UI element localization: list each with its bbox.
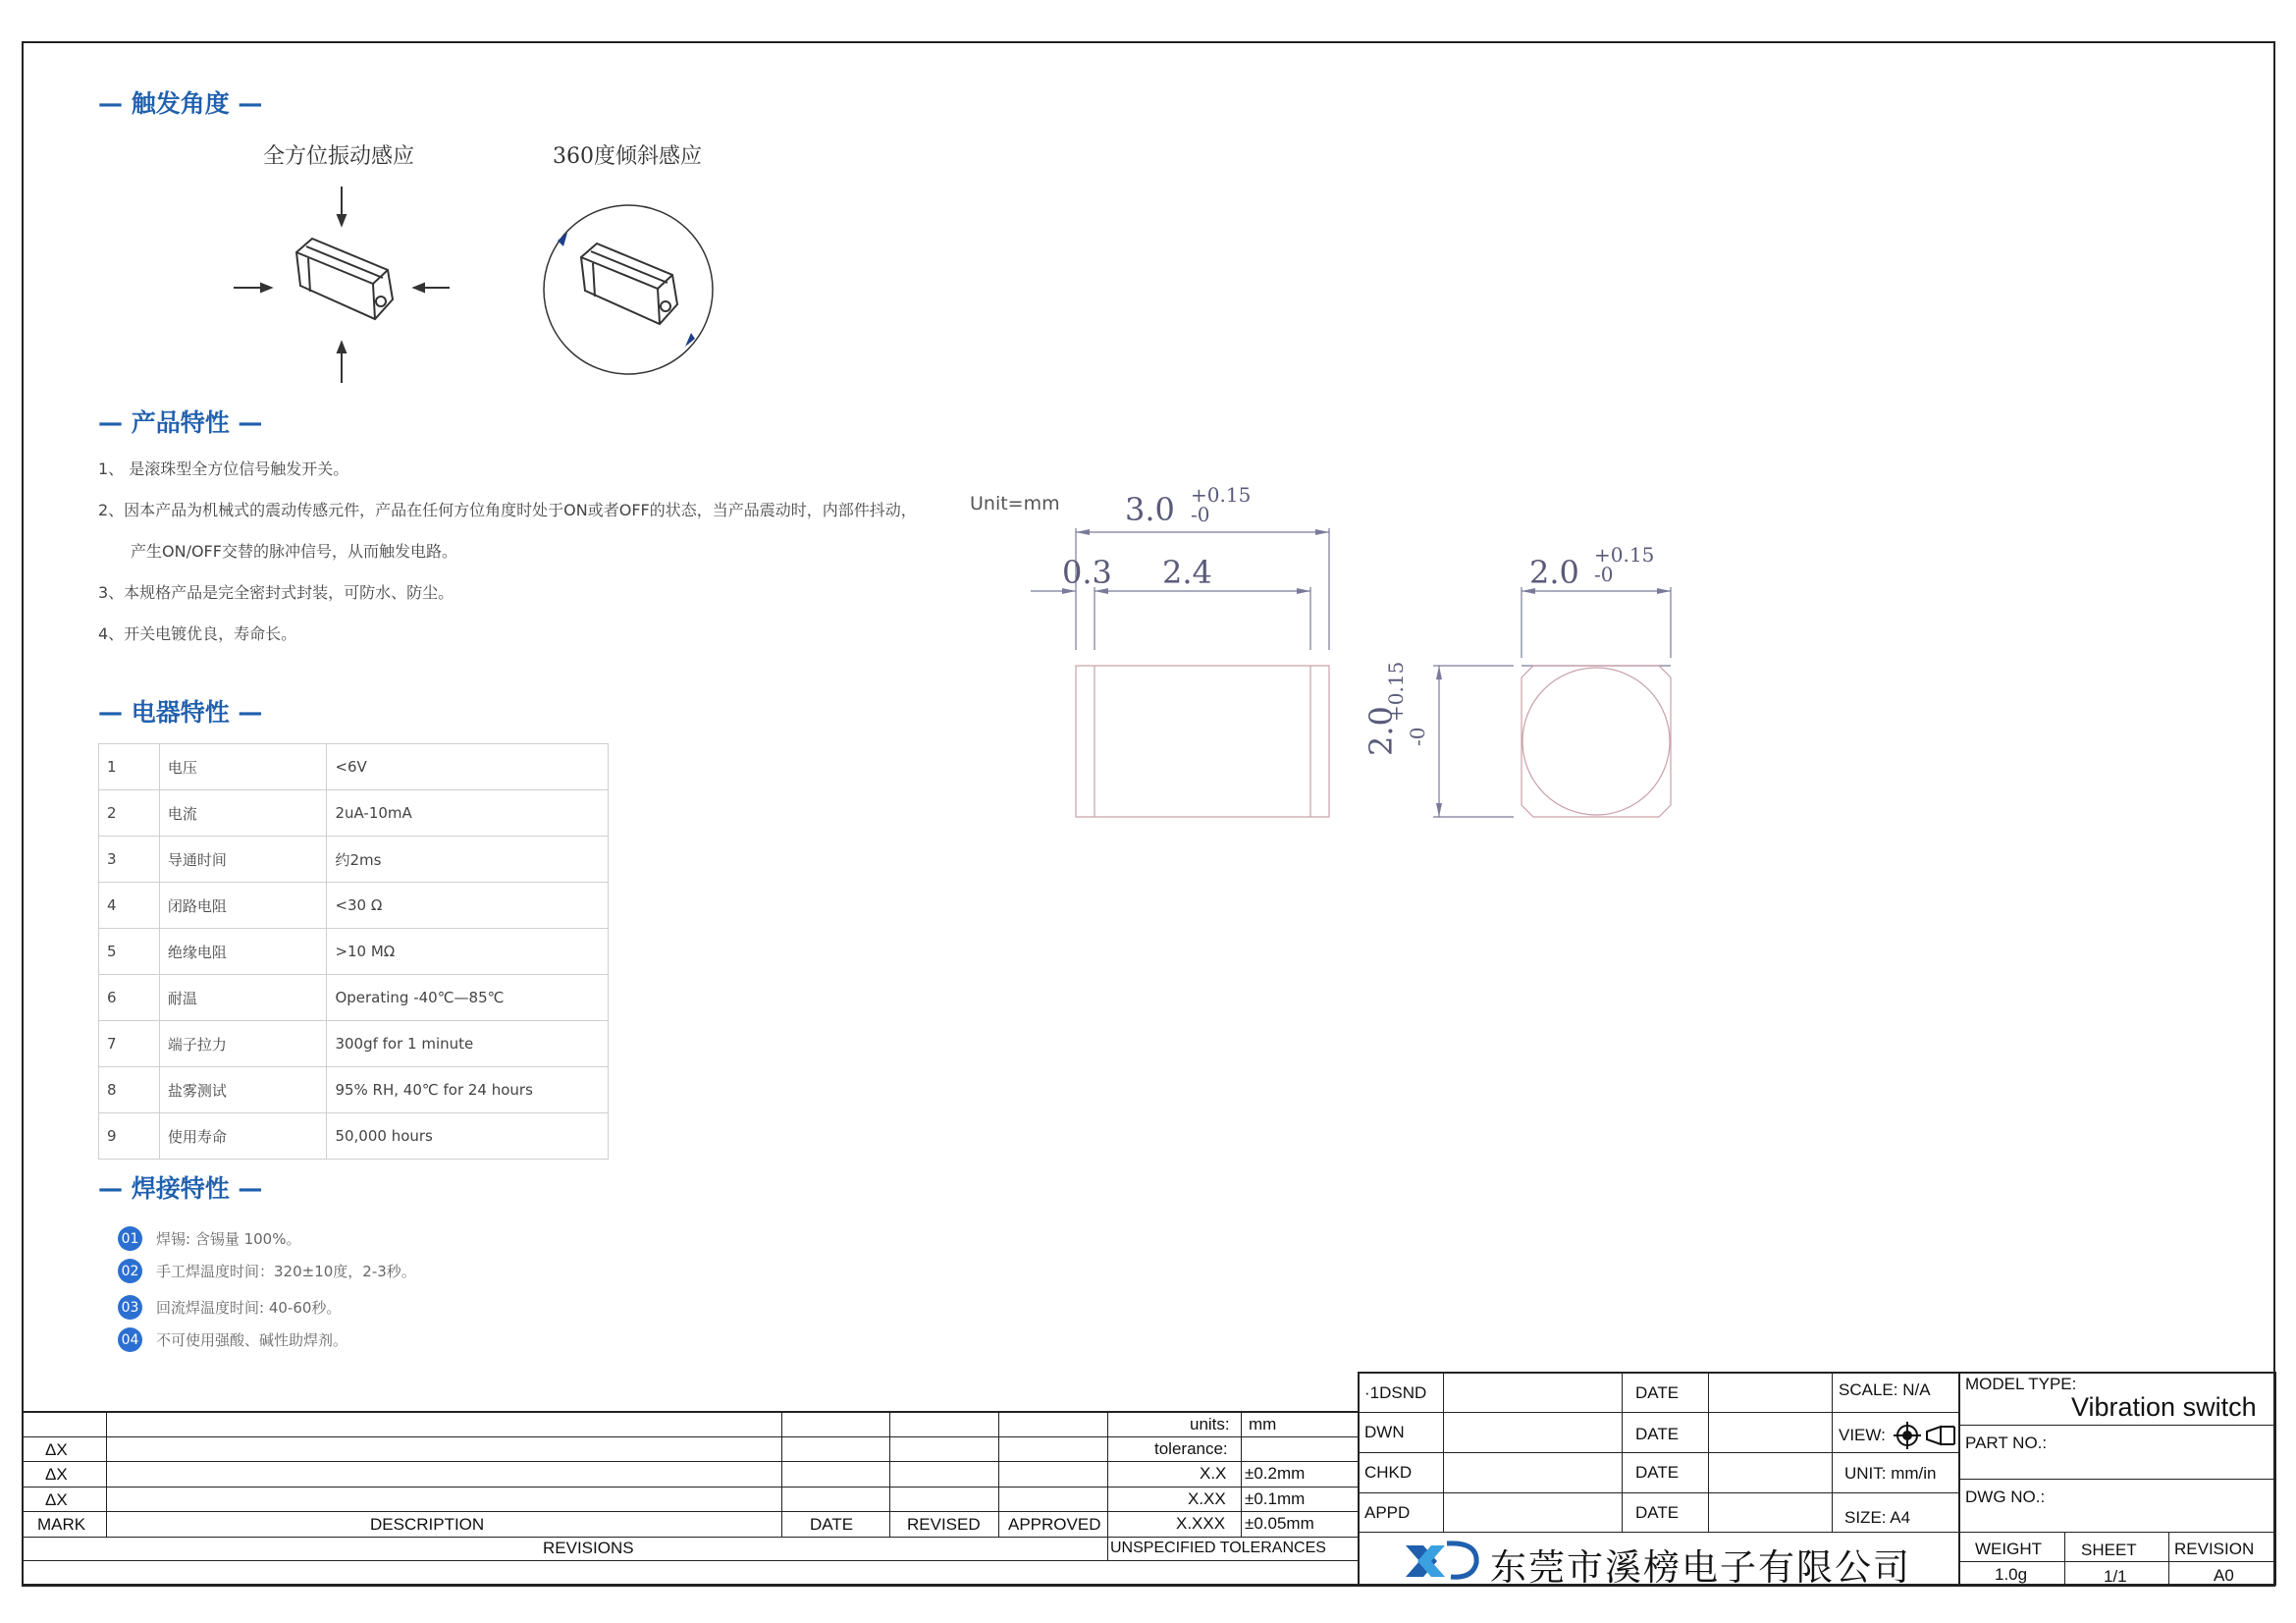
dim-width-tol-plus: +0.15: [1594, 543, 1655, 567]
sheet-value: 1/1: [2104, 1567, 2127, 1586]
sheet-label: SHEET: [2081, 1541, 2137, 1559]
date-label: DATE: [810, 1515, 854, 1534]
dimension-drawing: [1011, 471, 1718, 844]
unspecified-tolerances: UNSPECIFIED TOLERANCES: [1110, 1540, 1326, 1556]
feature-item: 2、因本产品为机械式的震动传感元件，产品在任何方位角度时处于ON或者OFF的状态，当产品震动时，内部件抖动，: [98, 501, 917, 519]
spec-name: 导通时间: [159, 837, 327, 883]
welding-item: [118, 1259, 416, 1283]
spec-name: 使用寿命: [159, 1113, 327, 1160]
spec-row: [99, 929, 609, 975]
unit-label: UNIT: mm/in: [1844, 1464, 1937, 1483]
welding-item: [118, 1327, 347, 1352]
spec-row: [99, 883, 609, 929]
revised-label: REVISED: [907, 1515, 981, 1534]
unit-label: Unit=mm: [970, 493, 1060, 514]
welding-item: [118, 1226, 300, 1251]
description-label: DESCRIPTION: [370, 1515, 485, 1534]
view-label: VIEW:: [1839, 1426, 1886, 1444]
rotation-arrow-icon: [685, 333, 695, 347]
revision-delta: ΔX: [45, 1490, 68, 1509]
tol-x-label: X.X: [1200, 1464, 1227, 1483]
spec-name: 盐雾测试: [159, 1067, 327, 1113]
feature-item: 4、开关电镀优良，寿命长。: [98, 624, 297, 643]
caption-tilt: 360度倾斜感应: [553, 144, 702, 169]
appd-label: APPD: [1364, 1503, 1411, 1522]
dim-width-tol-minus: -0: [1594, 563, 1614, 586]
dim-body: 2.4: [1162, 554, 1212, 591]
spec-no: 3: [99, 837, 160, 883]
section-title-features: — 产品特性 —: [98, 408, 263, 437]
approved-label: APPROVED: [1008, 1515, 1101, 1534]
spec-row: [99, 744, 609, 790]
revision-delta: ΔX: [45, 1440, 68, 1459]
spec-no: 8: [99, 1067, 160, 1113]
revision-value: A0: [2214, 1566, 2234, 1585]
weight-label: WEIGHT: [1975, 1540, 2042, 1558]
dim-end: 0.3: [1062, 554, 1112, 591]
number-badge: 02: [118, 1259, 142, 1283]
spec-value: Operating -40℃—85℃: [327, 975, 609, 1021]
dim-height: 2.0: [1362, 706, 1400, 756]
dim-tol-plus: +0.15: [1191, 483, 1252, 507]
welding-text: 回流焊温度时间: 40-60秒。: [156, 1299, 342, 1317]
spec-no: 7: [99, 1021, 160, 1067]
mark-label: MARK: [37, 1515, 86, 1534]
number-badge: 04: [118, 1327, 142, 1352]
spec-row: [99, 790, 609, 837]
rotation-arrow-icon: [558, 233, 567, 246]
welding-text: 不可使用强酸、碱性助焊剂。: [156, 1331, 348, 1349]
weight-value: 1.0g: [1995, 1565, 2028, 1584]
spec-value: <6V: [327, 744, 609, 790]
spec-name: 绝缘电阻: [159, 929, 327, 975]
spec-row: [99, 837, 609, 883]
spec-row: [99, 1067, 609, 1113]
tol-xx-label: X.XX: [1188, 1489, 1226, 1508]
section-title-electrical: — 电器特性 —: [98, 698, 263, 727]
size-label: SIZE: A4: [1844, 1508, 1911, 1527]
caption-vibration: 全方位振动感应: [263, 144, 415, 169]
projection-symbol-icon: [1894, 1422, 1956, 1449]
spec-no: 1: [99, 744, 160, 790]
tol-x-value: ±0.2mm: [1245, 1464, 1306, 1483]
spec-row: [99, 975, 609, 1021]
welding-text: 焊锡: 含锡量 100%。: [156, 1230, 301, 1248]
feature-item: 产生ON/OFF交替的脉冲信号，从而触发电路。: [131, 542, 457, 561]
dwg-no-label: DWG NO.:: [1965, 1488, 2046, 1506]
dim-height-tol-plus: +0.15: [1384, 661, 1408, 722]
number-badge: 03: [118, 1295, 142, 1320]
spec-no: 6: [99, 975, 160, 1021]
units-label: units:: [1190, 1415, 1230, 1434]
revisions-label: REVISIONS: [543, 1539, 634, 1557]
spec-name: 电压: [159, 744, 327, 790]
spec-value: 约2ms: [327, 837, 609, 883]
company-logo-icon: [1402, 1540, 1484, 1581]
electrical-spec-table: [98, 743, 609, 1160]
chkd-label: CHKD: [1364, 1463, 1413, 1482]
section-title-welding: — 焊接特性 —: [98, 1174, 263, 1203]
section-title-trigger: — 触发角度 —: [98, 89, 263, 118]
dim-width: 2.0: [1529, 554, 1579, 591]
revision-delta: ΔX: [45, 1465, 68, 1484]
spec-value: 95% RH, 40℃ for 24 hours: [327, 1067, 609, 1113]
spec-value: 300gf for 1 minute: [327, 1021, 609, 1067]
date-label: DATE: [1635, 1463, 1680, 1482]
dwn-label: DWN: [1364, 1423, 1405, 1441]
spec-name: 端子拉力: [159, 1021, 327, 1067]
dim-height-tol-minus: -0: [1406, 727, 1429, 746]
units-value: mm: [1249, 1415, 1277, 1434]
tol-xxx-label: X.XXX: [1176, 1514, 1226, 1533]
spec-name: 耐温: [159, 975, 327, 1021]
spec-no: 9: [99, 1113, 160, 1160]
feature-item: 3、本规格产品是完全密封式封装，可防水、防尘。: [98, 583, 454, 602]
spec-name: 闭路电阻: [159, 883, 327, 929]
spec-no: 5: [99, 929, 160, 975]
tolerance-label: tolerance:: [1154, 1439, 1228, 1458]
spec-row: [99, 1113, 609, 1160]
dsnd-label: ·1DSND: [1364, 1383, 1427, 1402]
part-no-label: PART NO.:: [1965, 1434, 2048, 1452]
feature-item: 1、 是滚珠型全方位信号触发开关。: [98, 460, 349, 478]
date-label: DATE: [1635, 1425, 1680, 1443]
date-label: DATE: [1635, 1383, 1680, 1402]
company-name: 东莞市溪榜电子有限公司: [1490, 1546, 1911, 1589]
dim-tol-minus: -0: [1191, 503, 1210, 526]
date-label: DATE: [1635, 1503, 1680, 1522]
dim-length: 3.0: [1125, 491, 1175, 528]
spec-value: >10 MΩ: [327, 929, 609, 975]
number-badge: 01: [118, 1226, 142, 1251]
spec-no: 4: [99, 883, 160, 929]
spec-name: 电流: [159, 790, 327, 837]
model-type-label: MODEL TYPE:: [1965, 1375, 2077, 1393]
scale-label: SCALE: N/A: [1839, 1380, 1931, 1399]
spec-row: [99, 1021, 609, 1067]
tilt-sensor-illustration: [538, 201, 720, 378]
tol-xx-value: ±0.1mm: [1245, 1489, 1306, 1508]
spec-no: 2: [99, 790, 160, 837]
revision-label: REVISION: [2174, 1540, 2255, 1558]
spec-value: 50,000 hours: [327, 1113, 609, 1160]
tol-xxx-value: ±0.05mm: [1245, 1514, 1314, 1533]
model-type-value: Vibration switch: [2071, 1392, 2257, 1422]
spec-value: 2uA-10mA: [327, 790, 609, 837]
welding-item: [118, 1295, 341, 1320]
spec-value: <30 Ω: [327, 883, 609, 929]
vibration-sensor-illustration: [226, 182, 461, 388]
welding-text: 手工焊温度时间：320±10度，2-3秒。: [156, 1263, 416, 1280]
